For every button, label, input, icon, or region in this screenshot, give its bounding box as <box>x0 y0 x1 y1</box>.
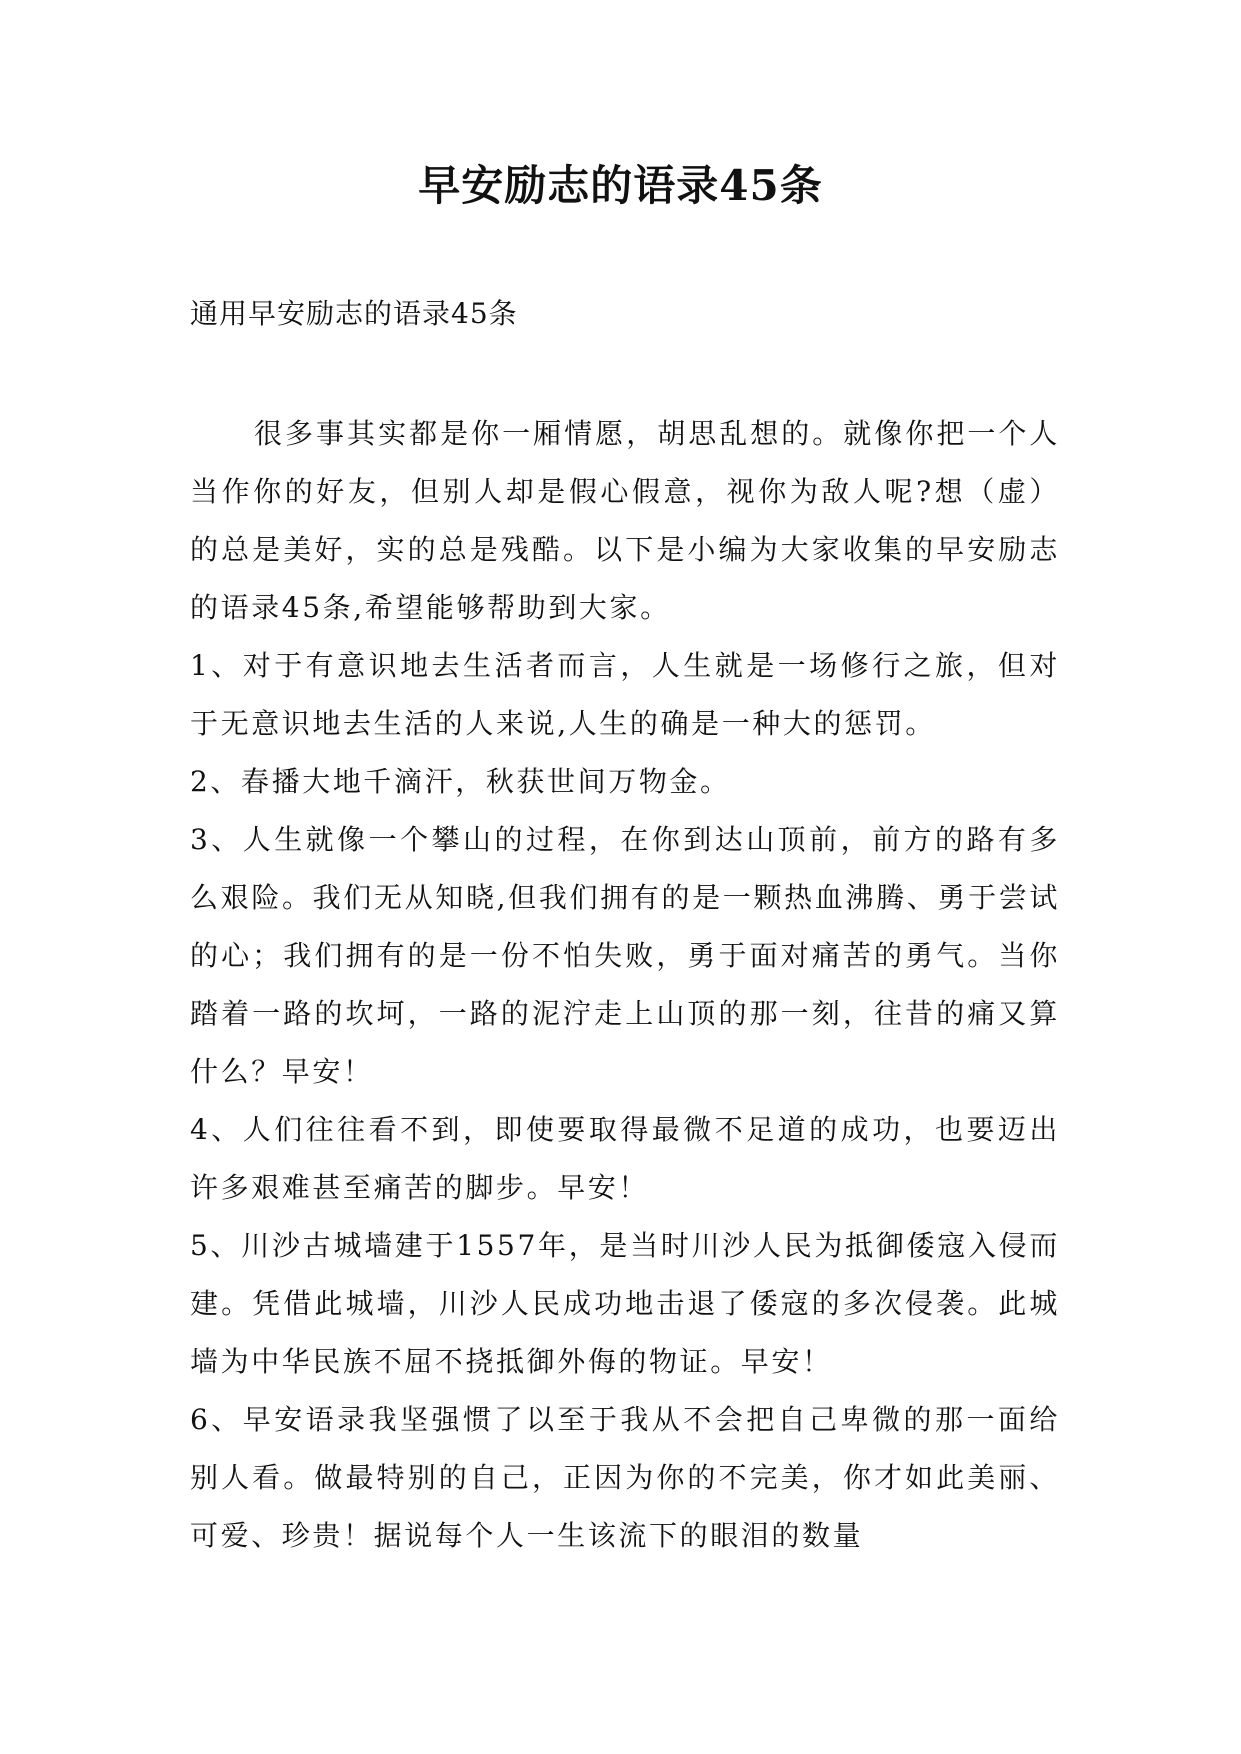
list-item: 2、春播大地千滴汗，秋获世间万物金。 <box>190 765 731 798</box>
document-subtitle: 通用早安励志的语录45条 <box>190 297 518 330</box>
page-title: 早安励志的语录45条 <box>418 161 823 210</box>
intro-paragraph: 很多事其实都是你一厢情愿，胡思乱想的。就像你把一个人当作你的好友，但别人却是假心假意，视你为敌人呢?想（虚）的总是美好，实的总是残酷。以下是小编为大家收集的早安励志的语录45条,希望能够帮助到大家。 <box>190 417 1060 624</box>
list-item: 3、人生就像一个攀山的过程，在你到达山顶前，前方的路有多么艰险。我们无从知晓,但我们拥有的是一颗热血沸腾、勇于尝试的心；我们拥有的是一份不怕失败，勇于面对痛苦的勇气。当你踏着一路的坎坷，一路的泥泞走上山顶的那一刻，往昔的痛又算什么？早安！ <box>190 823 1060 1088</box>
list-item: 6、早安语录我坚强惯了以至于我从不会把自己卑微的那一面给别人看。做最特别的自己，正因为你的不完美，你才如此美丽、可爱、珍贵！据说每个人一生该流下的眼泪的数量 <box>190 1403 1060 1552</box>
document-body <box>190 405 1060 1565</box>
list-item: 4、人们往往看不到，即使要取得最微不足道的成功，也要迈出许多艰难甚至痛苦的脚步。早安！ <box>190 1113 1060 1204</box>
list-item: 1、对于有意识地去生活者而言，人生就是一场修行之旅，但对于无意识地去生活的人来说,人生的确是一种大的惩罚。 <box>190 649 1060 740</box>
list-item: 5、川沙古城墙建于1557年，是当时川沙人民为抵御倭寇入侵而建。凭借此城墙，川沙人民成功地击退了倭寇的多次侵袭。此城墙为中华民族不屈不挠抵御外侮的物证。早安！ <box>190 1229 1060 1378</box>
